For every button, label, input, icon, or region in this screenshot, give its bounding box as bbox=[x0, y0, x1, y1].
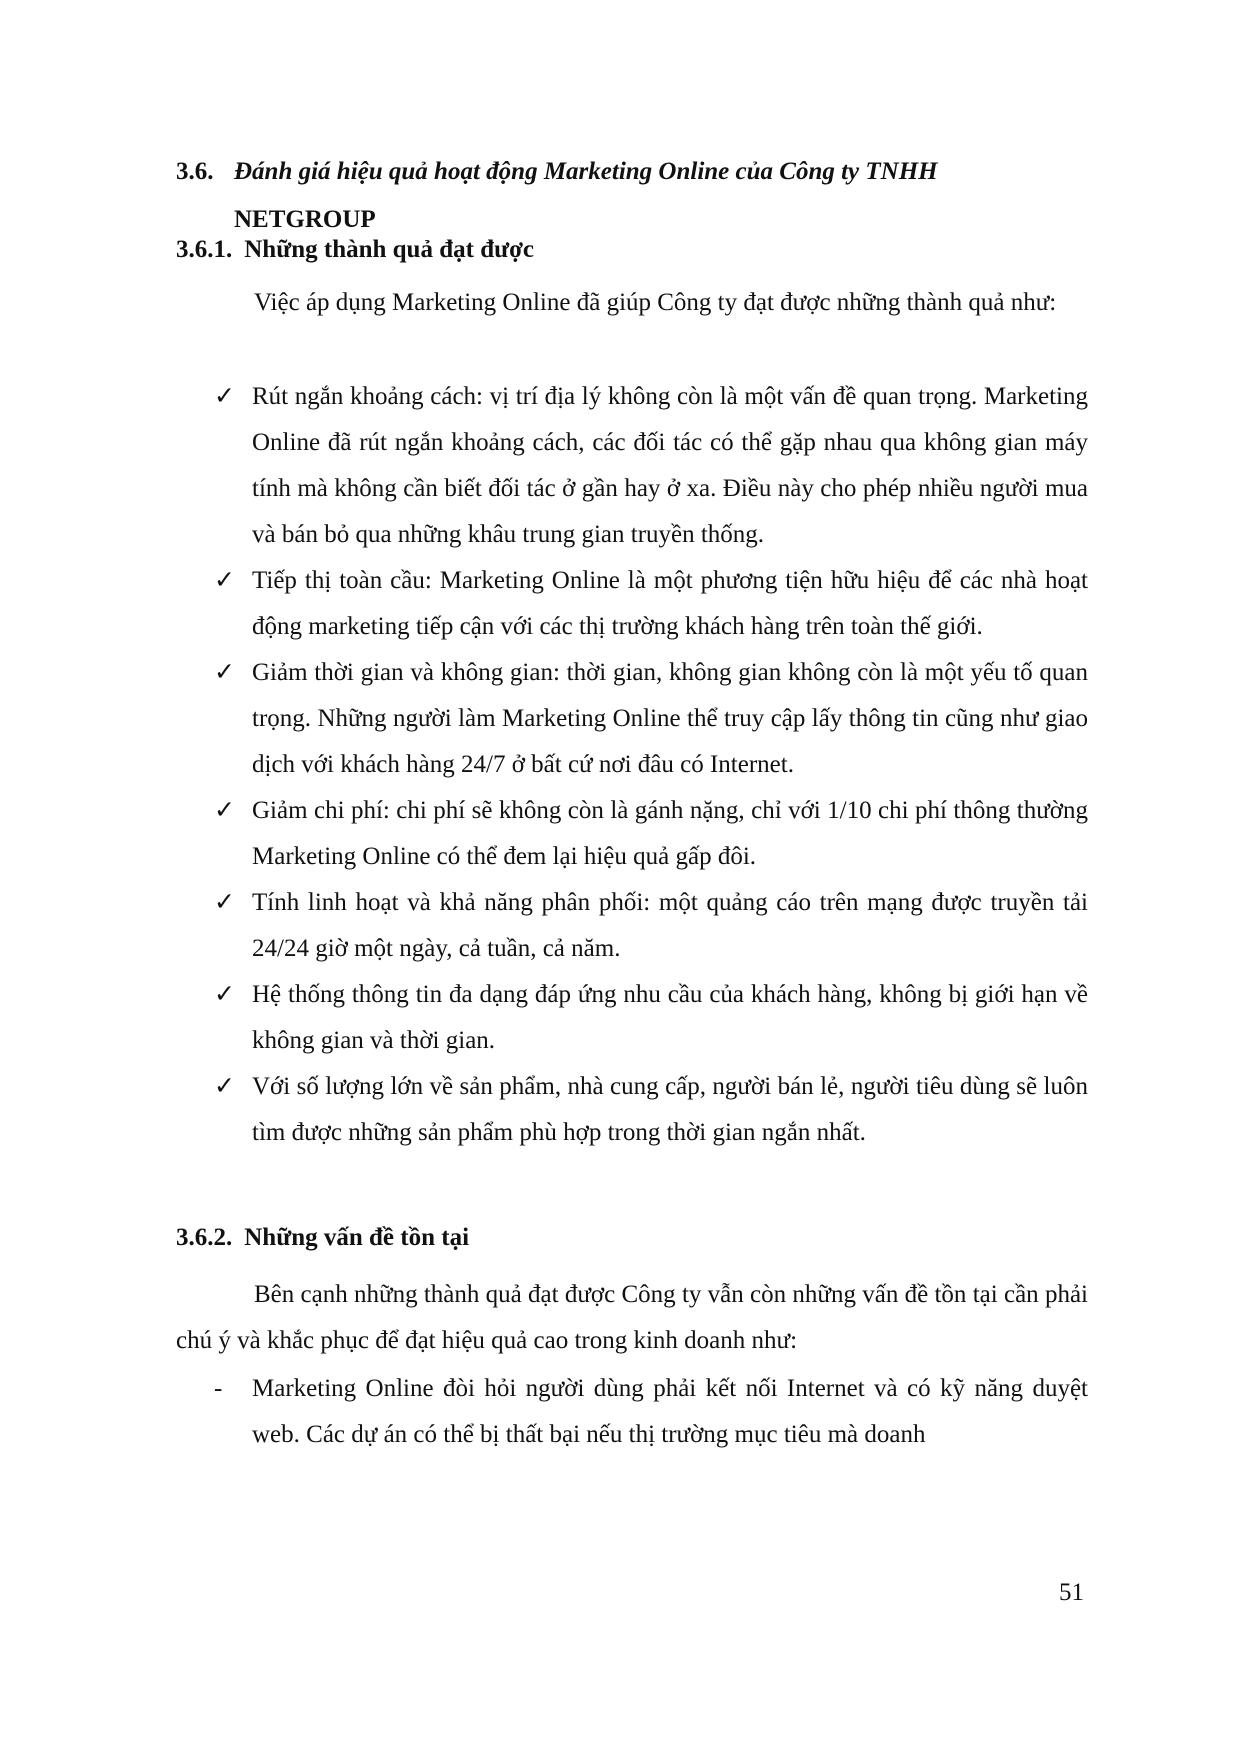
check-icon: ✓ bbox=[214, 567, 235, 594]
subsection-title: Những vấn đề tồn tại bbox=[244, 1224, 470, 1251]
intro-paragraph-1: Việc áp dụng Marketing Online đã giúp Công ty đạt được những thành quả như: bbox=[254, 289, 1057, 316]
list-item: ✓ Giảm thời gian và không gian: thời gian, không gian không còn là một yếu tố quan trọng. Những người làm Marketing Online thể truy cập lấy thông tin cũng như giao dịch với khách hàng 24/7 ở bất cứ nơi đâu có Internet. bbox=[176, 650, 1088, 788]
list-item: ✓ Rút ngắn khoảng cách: vị trí địa lý không còn là một vấn đề quan trọng. Marketing Online đã rút ngắn khoảng cách, các đối tác có thể gặp nhau qua không gian máy tính mà không cần biết đối tác ở gần hay ở xa. Điều này cho phép nhiều người mua và bán bỏ qua những khâu trung gian truyền thống. bbox=[176, 374, 1088, 558]
check-icon: ✓ bbox=[214, 797, 235, 824]
page-number: 51 bbox=[1059, 1579, 1084, 1606]
check-icon: ✓ bbox=[214, 659, 235, 686]
issues-list bbox=[176, 1366, 1088, 1458]
subsection-number: 3.6.2. bbox=[176, 1224, 233, 1251]
intro-paragraph-2: Bên cạnh những thành quả đạt được Công ty vẫn còn những vấn đề tồn tại cần phải chú ý và khắc phục để đạt hiệu quả cao trong kinh doanh như: bbox=[176, 1281, 1088, 1354]
list-item: ✓ Với số lượng lớn về sản phẩm, nhà cung cấp, người bán lẻ, người tiêu dùng sẽ luôn tìm được những sản phẩm phù hợp trong thời gian ngắn nhất. bbox=[176, 1064, 1088, 1156]
heading-title-line2: NETGROUP bbox=[234, 206, 376, 233]
list-item: ✓ Tính linh hoạt và khả năng phân phối: một quảng cáo trên mạng được truyền tải 24/24 giờ một ngày, cả tuần, cả năm. bbox=[176, 880, 1088, 972]
subsection-number: 3.6.1. bbox=[176, 236, 233, 263]
check-icon: ✓ bbox=[214, 889, 235, 916]
heading-title: Đánh giá hiệu quả hoạt động Marketing Online của Công ty TNHH bbox=[234, 158, 938, 185]
list-item: ✓ Hệ thống thông tin đa dạng đáp ứng nhu cầu của khách hàng, không bị giới hạn về không gian và thời gian. bbox=[176, 972, 1088, 1064]
check-icon: ✓ bbox=[214, 383, 235, 410]
achievements-list bbox=[176, 374, 1088, 1156]
check-icon: ✓ bbox=[214, 981, 235, 1008]
heading-number: 3.6. bbox=[176, 158, 214, 185]
list-item: ✓ Giảm chi phí: chi phí sẽ không còn là gánh nặng, chỉ với 1/10 chi phí thông thường Marketing Online có thể đem lại hiệu quả gấp đôi. bbox=[176, 788, 1088, 880]
dash-bullet: - bbox=[214, 1375, 223, 1402]
list-item: ✓ Tiếp thị toàn cầu: Marketing Online là một phương tiện hữu hiệu để các nhà hoạt động marketing tiếp cận với các thị trường khách hàng trên toàn thế giới. bbox=[176, 558, 1088, 650]
subsection-heading-3-6-2 bbox=[176, 1218, 469, 1258]
subsection-heading-3-6-1 bbox=[176, 230, 534, 270]
subsection-title: Những thành quả đạt được bbox=[244, 236, 535, 263]
list-item: - Marketing Online đòi hỏi người dùng phải kết nối Internet và có kỹ năng duyệt web. Các dự án có thể bị thất bại nếu thị trường mục tiêu mà doanh bbox=[176, 1366, 1088, 1458]
check-icon: ✓ bbox=[214, 1073, 235, 1100]
